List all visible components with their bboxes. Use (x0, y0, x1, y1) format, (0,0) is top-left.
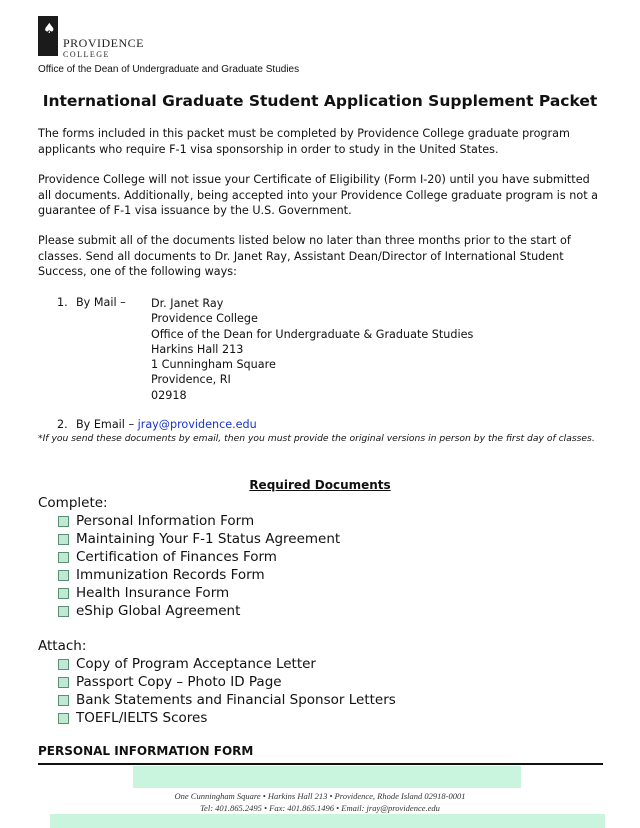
address-line: Dr. Janet Ray (151, 297, 224, 310)
checklist-item (58, 709, 396, 727)
section-heading: PERSONAL INFORMATION FORM (38, 744, 254, 758)
address-line: Providence College (151, 312, 258, 326)
email-link[interactable]: jray@providence.edu (137, 418, 257, 431)
email-label: By Email – (76, 418, 135, 431)
intro-paragraph-2: Providence College will not issue your Certificate of Eligibility (Form I-20) until you have submitted all documents. Additionally, being accepted into your Providence College graduate program is not a guarantee of F-1 visa issuance by the U.S. Government. (38, 173, 599, 217)
attach-label: Attach: (38, 638, 87, 654)
form-field-band (50, 814, 605, 828)
checkbox[interactable] (58, 570, 69, 581)
checklist-item (58, 512, 340, 530)
required-documents-heading: Required Documents (249, 478, 391, 492)
checklist-item (58, 655, 396, 673)
checklist-item-label: Health Insurance Form (76, 585, 230, 601)
checklist-item-label: Copy of Program Acceptance Letter (76, 656, 316, 672)
checklist-item (58, 691, 396, 709)
complete-label: Complete: (38, 495, 108, 511)
office-name: Office of the Dean of Undergraduate and Graduate Studies (38, 64, 300, 75)
checkbox[interactable] (58, 677, 69, 688)
mail-label: By Mail – (76, 296, 126, 309)
torch-icon: ♠ (43, 21, 56, 37)
mail-number: 1. (57, 296, 68, 309)
checkbox[interactable] (58, 695, 69, 706)
checklist-item-label: Passport Copy – Photo ID Page (76, 674, 282, 690)
checkbox[interactable] (58, 534, 69, 545)
footer-contact: Tel: 401.865.2495 • Fax: 401.865.1496 • Email: jray@providence.edu (200, 803, 440, 813)
form-field-band (133, 766, 521, 788)
complete-checklist (58, 512, 340, 620)
checklist-item (58, 673, 396, 691)
address-line: Providence, RI (151, 373, 231, 387)
checkbox[interactable] (58, 606, 69, 617)
checklist-item (58, 584, 340, 602)
intro-paragraph-3: Please submit all of the documents listed below no later than three months prior to the start of classes. Send all documents to Dr. Janet Ray, Assistant Dean/Director of International Student Success, one of the following ways: (38, 234, 571, 278)
address-line: Office of the Dean for Undergraduate & Graduate Studies (151, 327, 474, 341)
address-line: 1 Cunningham Square (151, 358, 276, 372)
email-method (76, 418, 257, 431)
college-sub: COLLEGE (63, 50, 110, 59)
page-title: International Graduate Student Application Supplement Packet (42, 92, 598, 110)
email-note: *If you send these documents by email, then you must provide the original versions in person by the first day of classes. (38, 433, 595, 444)
mailing-address (151, 296, 473, 403)
section-divider (38, 763, 603, 765)
checklist-item-label: Bank Statements and Financial Sponsor Letters (76, 692, 396, 708)
checklist-item (58, 548, 340, 566)
checklist-item-label: Personal Information Form (76, 513, 255, 529)
checkbox[interactable] (58, 588, 69, 599)
checklist-item-label: Immunization Records Form (76, 567, 265, 583)
footer-address: One Cunningham Square • Harkins Hall 213 • Providence, Rhode Island 02918-0001 (174, 791, 466, 801)
checkbox[interactable] (58, 516, 69, 527)
checklist-item (58, 566, 340, 584)
address-line: 02918 (151, 388, 187, 402)
checkbox[interactable] (58, 552, 69, 563)
email-number: 2. (57, 418, 68, 431)
checklist-item (58, 530, 340, 548)
checklist-item-label: Certification of Finances Form (76, 549, 277, 565)
intro-paragraph-1: The forms included in this packet must be completed by Providence College graduate program applicants who require F-1 visa sponsorship in order to study in the United States. (38, 127, 570, 156)
checkbox[interactable] (58, 659, 69, 670)
checklist-item-label: eShip Global Agreement (76, 603, 241, 619)
checklist-item-label: TOEFL/IELTS Scores (76, 710, 208, 726)
checklist-item (58, 602, 340, 620)
attach-checklist (58, 655, 396, 727)
checklist-item-label: Maintaining Your F-1 Status Agreement (76, 531, 341, 547)
address-line: Harkins Hall 213 (151, 342, 244, 356)
college-name: PROVIDENCE (63, 36, 145, 50)
checkbox[interactable] (58, 713, 69, 724)
